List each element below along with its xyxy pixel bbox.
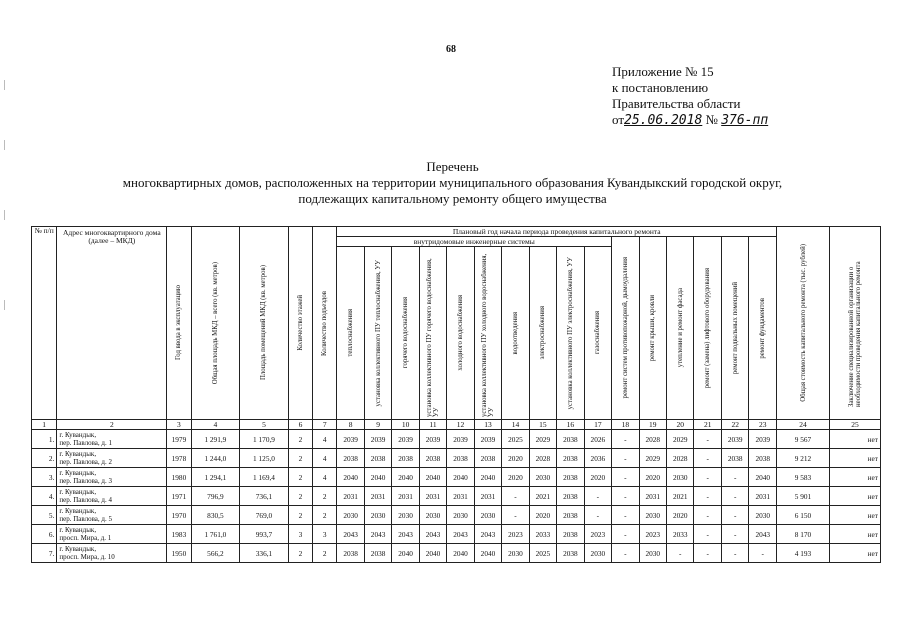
row-plan-year: 2030 [447, 506, 474, 525]
row-cost: 6 150 [777, 506, 830, 525]
header-internal-systems: внутридомовые инженерные системы [337, 237, 612, 247]
row-floors: 2 [288, 544, 312, 563]
row-plan-year: 2038 [557, 506, 584, 525]
column-number: 3 [167, 420, 191, 430]
row-plan-year: - [749, 544, 777, 563]
row-plan-year: 2030 [364, 506, 391, 525]
row-plan-year: 2043 [749, 525, 777, 544]
row-address [57, 430, 167, 449]
column-number: 6 [288, 420, 312, 430]
header-sub-13: утепление и ремонт фасада [667, 237, 694, 420]
row-year: 1979 [167, 430, 191, 449]
row-plan-year: 2030 [639, 506, 666, 525]
row-plan-year: 2040 [419, 468, 446, 487]
row-plan-year: 2039 [749, 430, 777, 449]
column-number: 14 [502, 420, 529, 430]
row-area-rooms: 1 170,9 [240, 430, 289, 449]
row-number: 2. [32, 449, 57, 468]
row-cost: 8 170 [777, 525, 830, 544]
appendix-line-4 [612, 112, 768, 129]
row-plan-year: - [612, 449, 639, 468]
address-line-1: г. Кувандык, [59, 526, 97, 534]
row-plan-year: 2031 [337, 487, 364, 506]
row-plan-year: 2025 [502, 430, 529, 449]
row-year: 1971 [167, 487, 191, 506]
row-plan-year: 2043 [419, 525, 446, 544]
row-plan-year: 2043 [474, 525, 501, 544]
address-line-1: г. Кувандык, [59, 431, 97, 439]
row-plan-year: 2039 [721, 430, 748, 449]
address-line-2: пер. Павлова, д. 4 [59, 496, 112, 504]
table-row [32, 525, 881, 544]
row-plan-year: - [612, 525, 639, 544]
row-plan-year: 2028 [639, 430, 666, 449]
row-plan-year: - [721, 525, 748, 544]
row-plan-year: 2038 [447, 449, 474, 468]
header-year: Год ввода в эксплуатацию [167, 227, 191, 420]
row-conclusion: нет [829, 506, 880, 525]
row-plan-year: 2030 [639, 544, 666, 563]
row-plan-year: 2033 [667, 525, 694, 544]
header-sub-11: ремонт систем противопожарной, дымоудаления [612, 237, 639, 420]
scan-edge-mark [4, 300, 5, 310]
row-plan-year: 2023 [639, 525, 666, 544]
column-number: 15 [529, 420, 556, 430]
row-plan-year: 2039 [392, 430, 419, 449]
row-year: 1970 [167, 506, 191, 525]
row-area-total: 1 761,0 [191, 525, 240, 544]
appendix-line-2: к постановлению [612, 80, 709, 95]
row-year: 1950 [167, 544, 191, 563]
row-area-total: 830,5 [191, 506, 240, 525]
table-row [32, 506, 881, 525]
column-number: 8 [337, 420, 364, 430]
row-plan-year: 2021 [529, 487, 556, 506]
row-plan-year: 2029 [667, 430, 694, 449]
row-plan-year: 2038 [419, 449, 446, 468]
header-sub-9: установка коллективного ПУ электроснабжения, УУ [557, 247, 584, 420]
row-plan-year: 2038 [557, 430, 584, 449]
row-entrances: 3 [313, 525, 337, 544]
header-sub-15: ремонт подвальных помещений [721, 237, 748, 420]
row-plan-year: 2033 [529, 525, 556, 544]
address-line-2: пер. Павлова, д. 5 [59, 515, 112, 523]
row-number: 1. [32, 430, 57, 449]
row-area-total: 1 291,9 [191, 430, 240, 449]
row-conclusion: нет [829, 525, 880, 544]
row-floors: 2 [288, 487, 312, 506]
header-cost: Общая стоимость капитального ремонта (тыс. рублей) [777, 227, 830, 420]
column-number: 25 [829, 420, 880, 430]
column-number: 17 [584, 420, 611, 430]
row-plan-year: 2043 [337, 525, 364, 544]
row-plan-year: 2030 [392, 506, 419, 525]
row-plan-year: - [694, 525, 721, 544]
appendix-number: 376-пп [721, 113, 769, 128]
row-plan-year: 2030 [584, 544, 611, 563]
row-plan-year: 2039 [419, 430, 446, 449]
header-sub-8: электроснабжения [529, 247, 556, 420]
page-number: 68 [446, 44, 456, 55]
row-plan-year: 2038 [392, 449, 419, 468]
row-plan-year: 2025 [529, 544, 556, 563]
row-plan-year: 2040 [749, 468, 777, 487]
row-plan-year: 2029 [529, 430, 556, 449]
appendix-line-1: Приложение № 15 [612, 64, 714, 79]
row-plan-year: 2040 [364, 468, 391, 487]
row-address [57, 487, 167, 506]
row-address [57, 525, 167, 544]
row-cost: 9 212 [777, 449, 830, 468]
row-address [57, 468, 167, 487]
column-number: 13 [474, 420, 501, 430]
row-plan-year: - [502, 487, 529, 506]
header-entrances: Количество подъездов [313, 227, 337, 420]
scan-edge-mark [4, 140, 5, 150]
header-sub-6: установка коллективного ПУ холодного водоснабжения, УУ [474, 247, 501, 420]
row-plan-year: 2031 [419, 487, 446, 506]
row-plan-year: 2040 [447, 544, 474, 563]
row-plan-year: - [667, 544, 694, 563]
column-number: 2 [57, 420, 167, 430]
row-plan-year: 2039 [474, 430, 501, 449]
address-line-2: просп. Мира, д. 1 [59, 534, 112, 542]
header-sub-2: установка коллективного ПУ теплоснабжения, УУ [364, 247, 391, 420]
row-plan-year: - [694, 449, 721, 468]
column-number-row [32, 420, 881, 430]
row-number: 7. [32, 544, 57, 563]
row-plan-year: 2030 [502, 544, 529, 563]
column-number: 5 [240, 420, 289, 430]
column-number: 10 [392, 420, 419, 430]
row-area-total: 1 294,1 [191, 468, 240, 487]
address-line-2: пер. Павлова, д. 2 [59, 458, 112, 466]
row-plan-year: 2040 [474, 468, 501, 487]
header-sub-10: газоснабжения [584, 247, 611, 420]
row-floors: 2 [288, 468, 312, 487]
appendix-number-prefix: № [705, 112, 718, 127]
document-subtitle-1: многоквартирных домов, расположенных на территории муниципального образования Кувандыкский городской округ, [122, 175, 783, 190]
column-number: 12 [447, 420, 474, 430]
column-number: 20 [667, 420, 694, 430]
row-plan-year: 2023 [584, 525, 611, 544]
row-plan-year: 2038 [364, 544, 391, 563]
row-floors: 2 [288, 430, 312, 449]
row-plan-year: 2040 [392, 468, 419, 487]
row-plan-year: 2026 [584, 430, 611, 449]
column-number: 16 [557, 420, 584, 430]
column-number: 24 [777, 420, 830, 430]
column-number: 7 [313, 420, 337, 430]
column-number: 21 [694, 420, 721, 430]
header-sub-4: установка коллективного ПУ горячего водоснабжения, УУ [419, 247, 446, 420]
row-entrances: 4 [313, 449, 337, 468]
header-area-rooms: Площадь помещений МКД (кв. метров) [240, 227, 289, 420]
row-conclusion: нет [829, 487, 880, 506]
row-plan-year: - [721, 487, 748, 506]
header-conclusion: Заключение специализированной организации о необходимости проведения капитального ремонта [829, 227, 880, 420]
address-line-2: просп. Мира, д. 10 [59, 553, 115, 561]
row-plan-year: 2031 [639, 487, 666, 506]
row-plan-year: 2039 [337, 430, 364, 449]
row-number: 4. [32, 487, 57, 506]
row-floors: 2 [288, 449, 312, 468]
row-plan-year: - [694, 506, 721, 525]
row-plan-year: - [721, 468, 748, 487]
table-row [32, 449, 881, 468]
table-row [32, 544, 881, 563]
row-plan-year: - [612, 506, 639, 525]
row-area-rooms: 769,0 [240, 506, 289, 525]
row-area-rooms: 1 125,0 [240, 449, 289, 468]
row-conclusion: нет [829, 468, 880, 487]
row-year: 1980 [167, 468, 191, 487]
row-plan-year: 2038 [337, 449, 364, 468]
row-area-rooms: 993,7 [240, 525, 289, 544]
row-entrances: 2 [313, 544, 337, 563]
row-address [57, 449, 167, 468]
row-plan-year: - [584, 487, 611, 506]
row-cost: 9 567 [777, 430, 830, 449]
row-plan-year: 2020 [502, 468, 529, 487]
address-line-2: пер. Павлова, д. 1 [59, 439, 112, 447]
column-number: 1 [32, 420, 57, 430]
header-sub-14: ремонт (замена) лифтового оборудования [694, 237, 721, 420]
row-plan-year: 2030 [337, 506, 364, 525]
header-sub-7: водоотведения [502, 247, 529, 420]
row-plan-year: - [584, 506, 611, 525]
row-entrances: 4 [313, 468, 337, 487]
row-plan-year: 2039 [447, 430, 474, 449]
address-line-1: г. Кувандык, [59, 507, 97, 515]
row-number: 6. [32, 525, 57, 544]
row-year: 1983 [167, 525, 191, 544]
header-floors: Количество этажей [288, 227, 312, 420]
row-plan-year: 2020 [529, 506, 556, 525]
row-plan-year: - [612, 430, 639, 449]
column-number: 22 [721, 420, 748, 430]
row-number: 3. [32, 468, 57, 487]
buildings-table [31, 226, 881, 563]
row-number: 5. [32, 506, 57, 525]
row-plan-year: 2043 [392, 525, 419, 544]
row-plan-year: 2031 [749, 487, 777, 506]
appendix-date-prefix: от [612, 112, 625, 127]
address-line-1: г. Кувандык, [59, 450, 97, 458]
row-plan-year: 2036 [584, 449, 611, 468]
row-plan-year: 2030 [749, 506, 777, 525]
row-plan-year: 2030 [667, 468, 694, 487]
row-plan-year: 2038 [364, 449, 391, 468]
row-plan-year: 2028 [529, 449, 556, 468]
row-area-total: 566,2 [191, 544, 240, 563]
row-cost: 9 583 [777, 468, 830, 487]
table-row [32, 468, 881, 487]
row-conclusion: нет [829, 430, 880, 449]
header-sub-1: теплоснабжения [337, 247, 364, 420]
row-entrances: 4 [313, 430, 337, 449]
address-line-2: пер. Павлова, д. 3 [59, 477, 112, 485]
row-address [57, 544, 167, 563]
row-plan-year: 2020 [639, 468, 666, 487]
document-subtitle-2: подлежащих капитальному ремонту общего имущества [298, 191, 607, 206]
row-cost: 4 193 [777, 544, 830, 563]
column-number: 4 [191, 420, 240, 430]
header-address: Адрес многоквартирного дома (далее – МКД) [57, 227, 167, 420]
appendix-date: 25.06.2018 [624, 113, 703, 128]
row-plan-year: 2031 [474, 487, 501, 506]
row-plan-year: - [694, 487, 721, 506]
header-sub-12: ремонт крыши, кровли [639, 237, 666, 420]
row-plan-year: 2021 [667, 487, 694, 506]
row-year: 1978 [167, 449, 191, 468]
row-plan-year: 2023 [502, 525, 529, 544]
row-plan-year: - [721, 506, 748, 525]
row-plan-year: - [721, 544, 748, 563]
column-number: 9 [364, 420, 391, 430]
row-plan-year: 2031 [364, 487, 391, 506]
scan-edge-mark [4, 210, 5, 220]
row-plan-year: 2038 [474, 449, 501, 468]
header-sub-3: горячего водоснабжения [392, 247, 419, 420]
row-plan-year: - [612, 468, 639, 487]
row-area-rooms: 736,1 [240, 487, 289, 506]
row-floors: 2 [288, 506, 312, 525]
row-plan-year: 2038 [557, 468, 584, 487]
row-plan-year: - [694, 468, 721, 487]
appendix-line-3: Правительства области [612, 96, 741, 111]
header-area-total: Общая площадь МКД – всего (кв. метров) [191, 227, 240, 420]
row-address [57, 506, 167, 525]
row-plan-year: 2028 [667, 449, 694, 468]
row-plan-year: - [612, 487, 639, 506]
row-area-total: 1 244,0 [191, 449, 240, 468]
table-row [32, 430, 881, 449]
row-plan-year: - [694, 544, 721, 563]
row-plan-year: 2031 [392, 487, 419, 506]
address-line-1: г. Кувандык, [59, 488, 97, 496]
row-plan-year: - [694, 430, 721, 449]
row-plan-year: 2038 [557, 487, 584, 506]
row-plan-year: 2040 [474, 544, 501, 563]
row-plan-year: 2030 [529, 468, 556, 487]
row-plan-year: 2039 [364, 430, 391, 449]
document-title: Перечень [426, 159, 479, 174]
row-plan-year: 2038 [749, 449, 777, 468]
header-number: № п/п [32, 227, 57, 420]
row-plan-year: 2031 [447, 487, 474, 506]
row-plan-year: 2038 [557, 544, 584, 563]
row-plan-year: 2040 [447, 468, 474, 487]
row-entrances: 2 [313, 506, 337, 525]
table-row [32, 487, 881, 506]
row-area-total: 796,9 [191, 487, 240, 506]
row-plan-year: 2043 [447, 525, 474, 544]
row-cost: 5 901 [777, 487, 830, 506]
row-plan-year: 2020 [667, 506, 694, 525]
header-sub-16: ремонт фундаментов [749, 237, 777, 420]
row-area-rooms: 336,1 [240, 544, 289, 563]
row-plan-year: 2040 [337, 468, 364, 487]
row-plan-year: 2038 [337, 544, 364, 563]
row-plan-year: 2030 [419, 506, 446, 525]
row-area-rooms: 1 169,4 [240, 468, 289, 487]
row-plan-year: 2038 [557, 449, 584, 468]
row-plan-year: 2038 [721, 449, 748, 468]
row-conclusion: нет [829, 449, 880, 468]
row-plan-year: 2043 [364, 525, 391, 544]
row-entrances: 2 [313, 487, 337, 506]
header-plan: Плановый год начала периода проведения капитального ремонта [337, 227, 777, 237]
row-conclusion: нет [829, 544, 880, 563]
row-floors: 3 [288, 525, 312, 544]
address-line-1: г. Кувандык, [59, 469, 97, 477]
column-number: 19 [639, 420, 666, 430]
row-plan-year: 2040 [392, 544, 419, 563]
address-line-1: г. Кувандык, [59, 545, 97, 553]
row-plan-year: 2030 [474, 506, 501, 525]
scan-edge-mark [4, 80, 5, 90]
row-plan-year: 2040 [419, 544, 446, 563]
column-number: 18 [612, 420, 639, 430]
header-sub-5: холодного водоснабжения [447, 247, 474, 420]
row-plan-year: 2038 [557, 525, 584, 544]
column-number: 11 [419, 420, 446, 430]
row-plan-year: 2020 [584, 468, 611, 487]
row-plan-year: 2029 [639, 449, 666, 468]
row-plan-year: 2020 [502, 449, 529, 468]
column-number: 23 [749, 420, 777, 430]
row-plan-year: - [612, 544, 639, 563]
table-body [32, 420, 881, 563]
row-plan-year: - [502, 506, 529, 525]
